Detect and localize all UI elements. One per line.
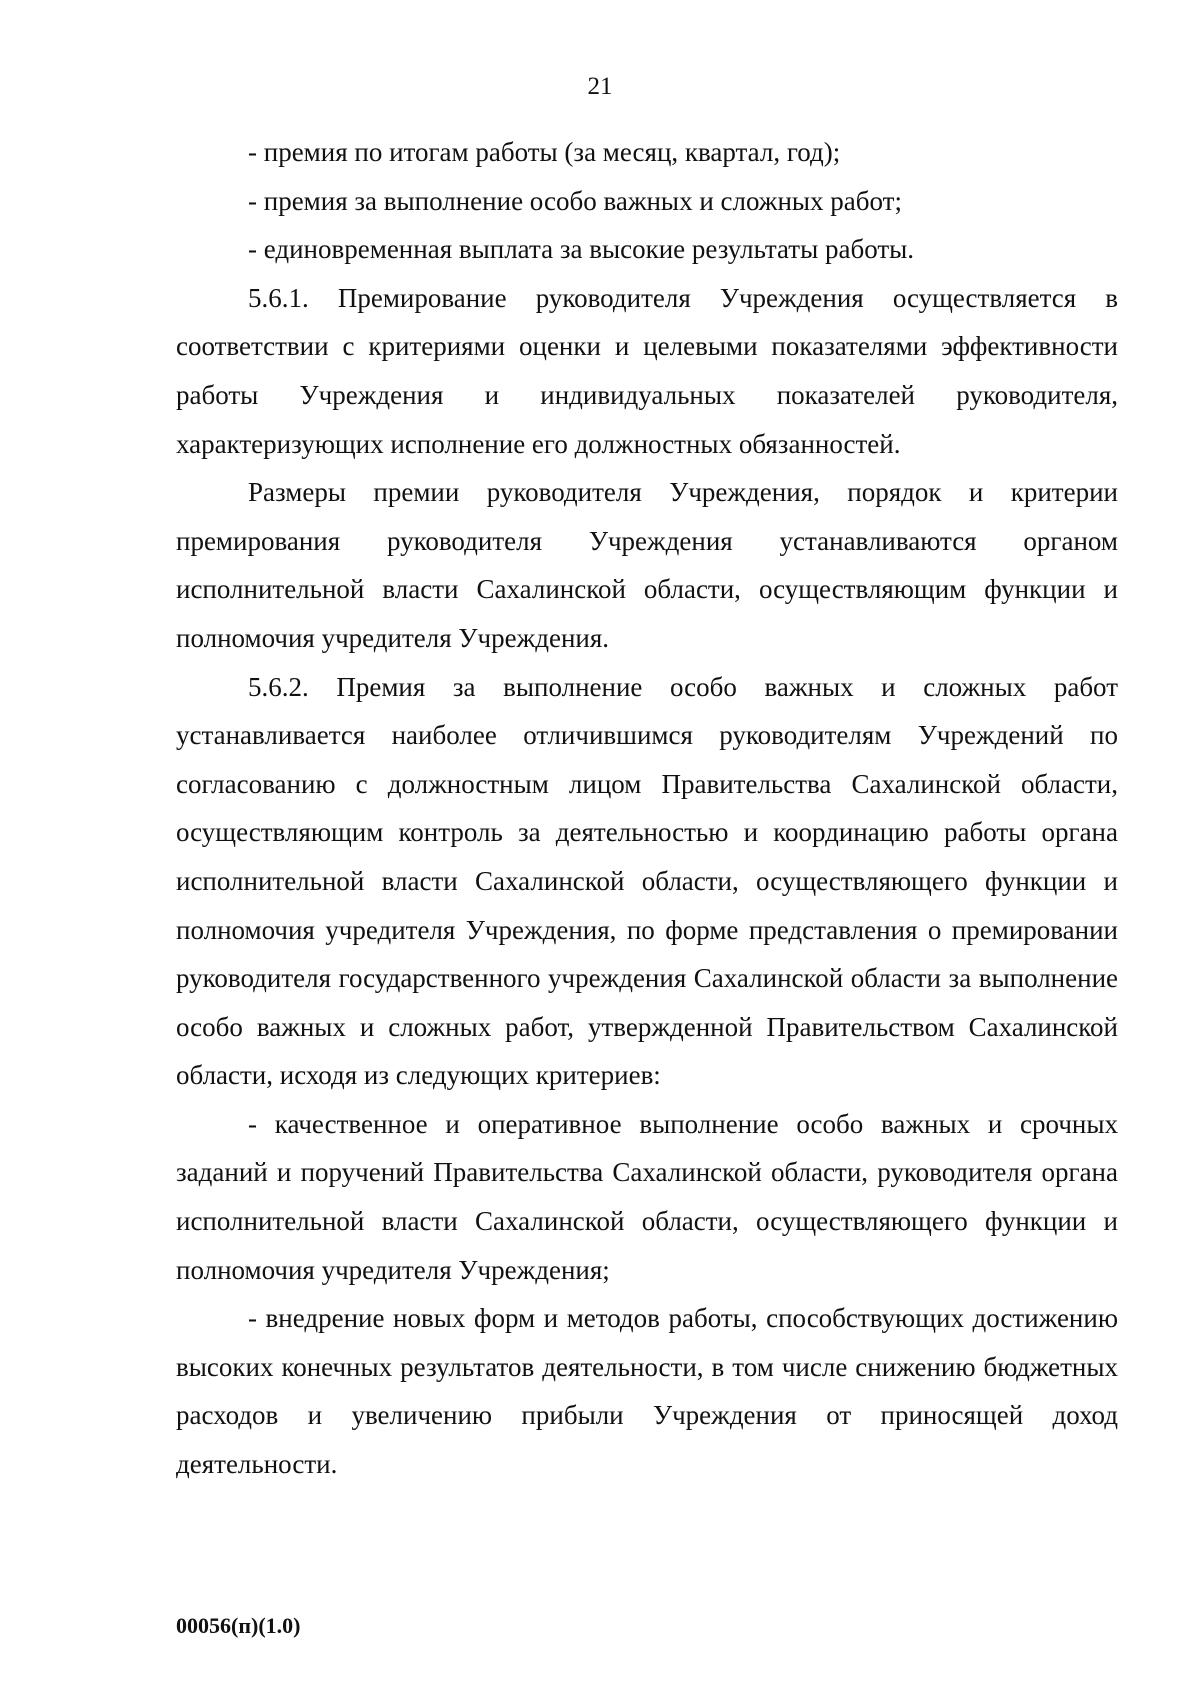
- page-number: 21: [587, 73, 613, 100]
- list-item-criterion-quality: - качественное и оперативное выполнение особо важных и срочных заданий и поручений Правительства Сахалинской области, руководителя органа исполнительной власти Сахалинской области, осуществляющего функции и полномочия учредителя Учреждения;: [176, 1108, 1118, 1285]
- list-item-one-time-payment: - единовременная выплата за высокие результаты работы.: [248, 234, 915, 265]
- paragraph-bonus-amounts: Размеры премии руководителя Учреждения, порядок и критерии премирования руководителя Учреждения устанавливаются органом исполнительной власти Сахалинской области, осуществляющим функции и полномочия учредителя Учреждения.: [176, 477, 1118, 653]
- paragraph-5-6-2: 5.6.2. Премия за выполнение особо важных и сложных работ устанавливается наиболее отличившимся руководителям Учреждений по согласованию с должностным лицом Правительства Сахалинской области, осуществляющим контроль за деятельностью и координацию работы органа исполнительной власти Сахалинской области, осуществляющего функции и полномочия учредителя Учреждения, по форме представления о премировании руководителя государственного учреждения Сахалинской области за выполнение особо важных и сложных работ, утвержденной Правительством Сахалинской области, исходя из следующих критериев:: [176, 671, 1118, 1091]
- list-item-criterion-innovation: - внедрение новых форм и методов работы, способствующих достижению высоких конечных результатов деятельности, в том числе снижению бюджетных расходов и увеличению прибыли Учреждения от приносящей доход деятельности.: [176, 1303, 1118, 1480]
- document-code: 00056(п)(1.0): [176, 1613, 301, 1638]
- list-item-bonus-period: - премия по итогам работы (за месяц, квартал, год);: [248, 137, 841, 167]
- paragraph-5-6-1: 5.6.1. Премирование руководителя Учреждения осуществляется в соответствии с критериями оценки и целевыми показателями эффективности работы Учреждения и индивидуальных показателей руководителя, характеризующих исполнение его должностных обязанностей.: [176, 282, 1118, 459]
- list-item-bonus-important-work: - премия за выполнение особо важных и сложных работ;: [248, 185, 902, 216]
- document-body: [176, 128, 1118, 1489]
